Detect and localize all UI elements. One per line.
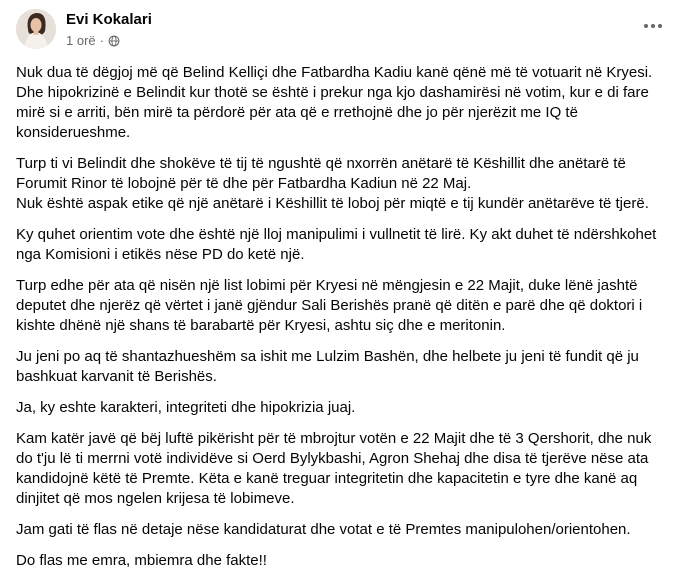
more-options-icon [644, 24, 648, 28]
post-paragraph: Ja, ky eshte karakteri, integriteti dhe hipokrizia juaj. [16, 399, 356, 416]
post-paragraph: Jam gati të flas në detaje nëse kandidaturat dhe votat e të Premtes manipulohen/orientohen. [16, 521, 631, 538]
post-time[interactable]: 1 orë [66, 33, 96, 48]
avatar[interactable] [16, 9, 56, 49]
globe-icon[interactable] [108, 35, 120, 47]
post-paragraph: Turp edhe për ata që nisën një list lobimi për Kryesi në mëngjesin e 22 Majit, duke lënë jashtë deputet dhe njerëz që vërtet i janë gjëndur Sali Berishës pranë që ditën e parë dhe që doktori i kishte dhënë një shans të barabartë për Kryesi, ashtu siç dhe e meritonin. [16, 277, 643, 334]
meta-separator: · [99, 33, 104, 48]
post-paragraph: Kam katër javë që bëj luftë pikërisht për të mbrojtur votën e 22 Majit dhe të 3 Qershorit, dhe nuk do t'ju lë ti merrni votë individëve si Oerd Bylykbashi, Agron Shehaj dhe disa të tjerëve nëse ata kandidojnë këtë të Premte. Këta e kanë treguar integritetin dhe kapacitetin e tyre dhe kanë aq dinjitet që mos ngelen krijesa të lobimeve. [16, 430, 652, 507]
profile-photo [16, 9, 56, 49]
post-paragraph: Ju jeni po aq të shantazhueshëm sa ishit me Lulzim Bashën, dhe helbete ju jeni të fundit që ju bashkuat karvanit të Berishës. [16, 348, 639, 385]
author-name[interactable]: Evi Kokalari [66, 11, 152, 28]
post-paragraph: Turp ti vi Belindit dhe shokëve të tij të ngushtë që nxorrën anëtarë të Këshillit dhe anëtarë të Forumit Rinor të lobojnë për të dhe për Fatbardha Kadiun në 22 Maj. Nuk është aspak etike që një anëtarë i Këshillit të loboj për miqtë e tij kundër anëtarëve të tjerë. [16, 155, 649, 212]
post-paragraph: Do flas me emra, mbiemra dhe fakte!! [16, 552, 267, 569]
post-meta [66, 33, 120, 48]
more-options-button[interactable] [635, 8, 671, 44]
post-paragraph: Ky quhet orientim vote dhe është një lloj manipulimi i vullnetit të lirë. Ky akt duhet të ndërshkohet nga Komisioni i etikës nëse PD do ketë një. [16, 226, 657, 263]
post-paragraph: Nuk dua të dëgjoj më që Belind Kelliçi dhe Fatbardha Kadiu kanë qënë më të votuarit në Kryesi. Dhe hipokrizinë e Belindit kur thotë se është i prekur nga kjo dashamirësi në votim, kur e di fare mirë si e arriti, bën mirë ta përdorë për ata që e rrethojnë dhe jo për njerëzit me IQ të konsiderueshme. [16, 64, 653, 141]
post-body [16, 63, 666, 582]
